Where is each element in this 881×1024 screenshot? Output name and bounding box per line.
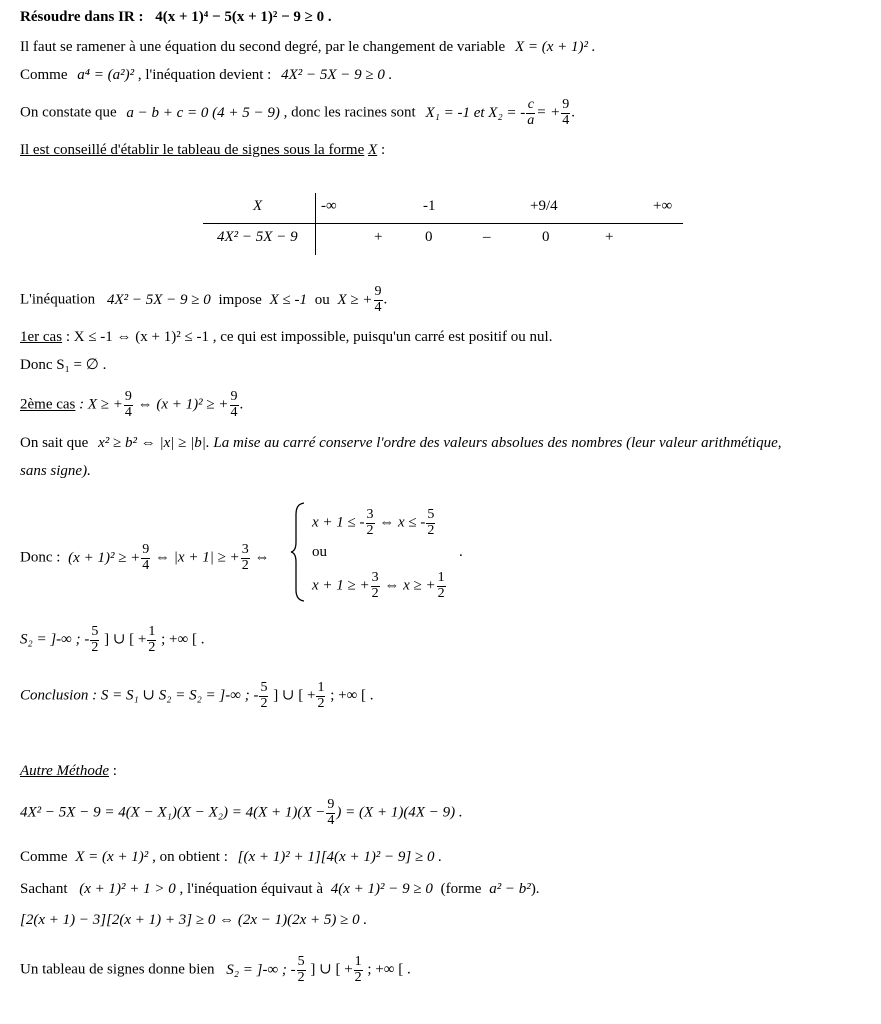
case-two-math-a: : X ≥ + [79,396,123,413]
sign-table [203,193,683,255]
sign-table-sign: 0 [542,229,550,245]
conclusion-c: ; +∞ [ . [330,687,374,704]
sachant-text-b: , l'inéquation équivaut à [179,881,323,897]
sachant-math-b: 4(x + 1)² − 9 ≥ 0 [330,881,433,897]
fraction-c-over-a: $\frac{c}{a}$ [527,97,535,128]
conclusion-line [20,681,374,711]
table-advice-math: X [368,142,378,158]
fraction-nine-fourths: $\frac{9}{4}$ [142,542,150,573]
sign-table-sign: 0 [425,229,433,245]
fraction-nine-fourths: $\frac{9}{4}$ [327,797,335,828]
table-advice-line: Il est conseillé d'établir le tableau de signes sous la forme X : [20,142,386,158]
substitution-math-a: a⁴ = (a²)² [77,67,135,83]
solution-two-line [20,625,204,655]
roots-math-b: X₁ = -1 et X₂ = - [425,104,526,121]
other-method-title: Autre Méthode : [20,763,117,779]
sachant-line: Sachant (x + 1)² + 1 > 0 , l'inéquation équivaut à 4(x + 1)² − 9 ≥ 0 (forme a² − b²). [20,881,540,897]
roots-line: On constate que a − b + c = 0 (4 + 5 − 9) , donc les racines sont X₁ = -1 et X₂ = - $\frac{c}{a}$ = + $\frac{9}{4}$ . [20,97,576,128]
comme-text-b: , on obtient : [152,849,228,865]
fraction-five-halves: $\frac{5}{2}$ [427,507,435,538]
product-math: [2(x + 1) − 3][2(x + 1) + 3] ≥ 0 ⇔ (2x − 1)(2x + 5) ≥ 0 . [20,912,368,928]
system-left-a: (x + 1)² ≥ + [68,549,141,566]
system-left-c: ⇔ [254,549,270,566]
imposes-text-a: L'inéquation [20,291,96,308]
table-advice-text: Il est conseillé d'établir le tableau de signes sous la forme [20,142,365,158]
final-math-a: S₂ = ]-∞ ; - [226,961,296,978]
fraction-five-halves: $\frac{5}{2}$ [91,624,99,655]
problem-heading-line [20,10,332,25]
sign-table-value: -∞ [321,198,337,214]
final-line [20,955,411,985]
case-one-text: : X ≤ -1 ⇔ (x + 1)² ≤ -1 , ce qui est impossible, puisqu'un carré est positif ou nul. [65,329,553,345]
case-one-label: 1er cas [20,329,63,345]
sachant-text-a: Sachant [20,881,68,897]
sachant-math-a: (x + 1)² + 1 > 0 [79,881,176,897]
sachant-math-c: a² − b² [489,881,531,897]
system-left [20,543,269,573]
substitution-text-a: Comme [20,67,68,83]
system-dot: . [459,544,463,560]
product-line [20,913,367,928]
system-row-1 [312,508,436,538]
variable-change-text: Il faut se ramener à une équation du second degré, par le changement de variable [20,39,506,55]
solution-one-line [20,358,106,373]
fraction-nine-fourths: $\frac{9}{4}$ [230,389,238,420]
fraction-three-halves: $\frac{3}{2}$ [366,507,374,538]
comme-math-b: [(x + 1)² + 1][4(x + 1)² − 9] ≥ 0 . [237,849,443,865]
sign-table-value: +9/4 [530,198,558,214]
comme-text-a: Comme [20,849,68,865]
final-math-c: ; +∞ [ . [367,961,411,978]
sign-table-sign: – [483,229,491,245]
fraction-one-half: $\frac{1}{2}$ [354,954,362,985]
imposes-text-b: impose [218,291,262,308]
problem-heading: Résoudre dans IR : [20,9,144,25]
case-one-line [20,330,552,345]
known-italic: . La mise au carré conserve l'ordre des valeurs absolues des nombres (leur valeur arithmétique, [205,435,782,451]
sign-table-sign: + [374,229,383,245]
case-two-line: 2ème cas : X ≥ + $\frac{9}{4}$ ⇔ (x + 1)² ≥ + $\frac{9}{4}$ . [20,389,244,420]
fraction-five-halves: $\frac{5}{2}$ [260,680,268,711]
variable-change-math: X = (x + 1)² . [514,39,596,55]
substitution-math-b: 4X² − 5X − 9 ≥ 0 . [281,67,393,83]
roots-math-a: a − b + c = 0 (4 + 5 − 9) [126,104,280,121]
fraction-nine-fourths: $\frac{9}{4}$ [124,389,132,420]
system-row-3-a: x + 1 ≥ + [312,577,370,594]
imposes-math-b: X ≤ -1 [269,291,307,308]
sign-table-value: -1 [423,198,436,214]
solution-two-b: ] ∪ [ + [104,631,147,648]
solution-two-c: ; +∞ [ . [161,631,205,648]
system-left-b: ⇔ |x + 1| ≥ + [155,549,240,566]
system-row-3-b: ⇔ x ≥ + [384,577,436,594]
fraction-three-halves: $\frac{3}{2}$ [241,542,249,573]
factor-b: ) = (X + 1)(4X − 9) . [336,804,463,821]
solution-one-text: Donc S₁ = ∅ . [20,357,107,373]
known-text: On sait que [20,435,89,451]
final-math-b: ] ∪ [ + [310,961,353,978]
system-row-1-a: x + 1 ≤ - [312,514,365,531]
fraction-three-halves: $\frac{3}{2}$ [371,570,379,601]
imposes-math-c: X ≥ + [337,291,373,308]
imposes-math-a: 4X² − 5X − 9 ≥ 0 [106,291,211,308]
system-row-1-b: ⇔ x ≤ - [379,514,426,531]
case-two-label: 2ème cas [20,396,76,413]
comme-math-a: X = (x + 1)² [75,849,149,865]
substitution-line [20,68,392,83]
conclusion-b: ] ∪ [ + [273,687,316,704]
fraction-one-half: $\frac{1}{2}$ [437,570,445,601]
variable-change-line [20,40,596,55]
roots-text-a: On constate que [20,104,117,121]
roots-text-b: , donc les racines sont [283,104,416,121]
fraction-five-halves: $\frac{5}{2}$ [297,954,305,985]
sign-table-value: +∞ [653,198,673,214]
sachant-text-c: (forme [440,881,482,897]
roots-math-c: = + [536,104,561,121]
conclusion-a: : S = S₁ ∪ S₂ = S₂ = ]-∞ ; - [92,687,259,704]
other-method-label: Autre Méthode [20,763,109,779]
system-row-2 [312,545,327,560]
problem-inequation: 4(x + 1)⁴ − 5(x + 1)² − 9 ≥ 0 . [155,9,332,25]
fraction-one-half: $\frac{1}{2}$ [148,624,156,655]
conclusion-label: Conclusion [20,687,89,704]
imposes-line: L'inéquation 4X² − 5X − 9 ≥ 0 impose X ≤ -1 ou X ≥ + $\frac{9}{4}$ . [20,284,388,315]
known-math: x² ≥ b² ⇔ |x| ≥ |b| [98,435,206,451]
system-row-or: ou [312,544,327,560]
fraction-one-half: $\frac{1}{2}$ [317,680,325,711]
known-line-2 [20,464,91,479]
factor-line [20,798,463,828]
sign-table-sign: + [605,229,614,245]
final-text: Un tableau de signes donne bien [20,961,215,978]
system-brace [290,502,306,602]
fraction-nine-fourths: $\frac{9}{4}$ [562,97,570,128]
solution-two-a: S₂ = ]-∞ ; - [20,631,90,648]
sign-table-row1-label: X [253,198,263,214]
imposes-or: ou [314,291,330,308]
case-two-math-b: ⇔ (x + 1)² ≥ + [137,396,229,413]
substitution-text-b: , l'inéquation devient : [137,67,272,83]
known-line [20,436,781,451]
sign-table-row2-label: 4X² − 5X − 9 [217,229,298,245]
comme-line [20,850,442,865]
fraction-nine-fourths: $\frac{9}{4}$ [374,284,382,315]
system-donc: Donc : [20,549,61,566]
known-italic-2: sans signe). [20,463,91,479]
system-row-3 [312,571,447,601]
factor-a: 4X² − 5X − 9 = 4(X − X₁)(X − X₂) = 4(X + 1)(X − [20,804,326,821]
